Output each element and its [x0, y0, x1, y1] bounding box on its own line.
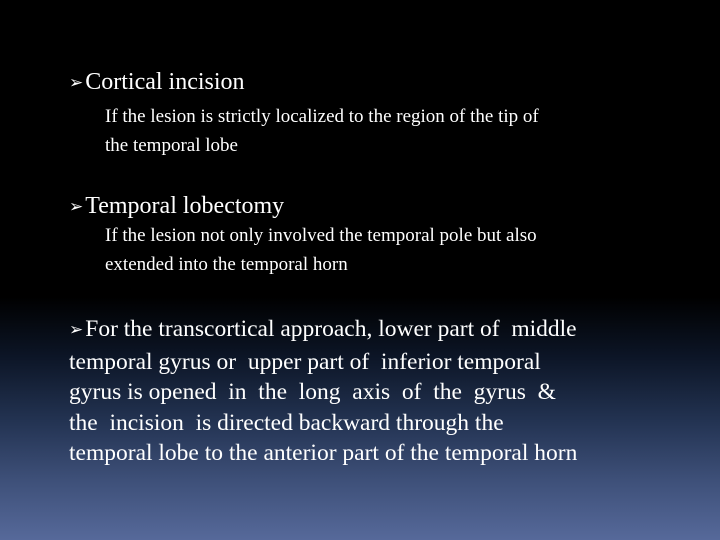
- bullet-detail-line: extended into the temporal horn: [105, 254, 348, 275]
- bullet-detail-line: If the lesion not only involved the temporal pole but also: [105, 225, 537, 246]
- arrow-bullet-icon: ➢: [69, 73, 84, 93]
- approach-text-line: the incision is directed backward through the: [69, 409, 504, 436]
- bullet-heading: Cortical incision: [85, 69, 245, 95]
- arrow-bullet-icon: ➢: [69, 320, 84, 340]
- bullet-detail-line: the temporal lobe: [105, 135, 238, 156]
- bullet-detail: [105, 102, 539, 160]
- approach-text-line: gyrus is opened in the long axis of the gyrus &: [69, 379, 556, 405]
- approach-first-line: [69, 314, 689, 347]
- bullet-cortical-incision: [69, 68, 539, 160]
- bullet-heading: Temporal lobectomy: [85, 193, 285, 219]
- bullet-detail-line: If the lesion is strictly localized to the region of the tip of: [105, 106, 539, 127]
- arrow-bullet-icon: ➢: [69, 197, 84, 217]
- approach-text-line: temporal lobe to the anterior part of the temporal horn: [69, 440, 578, 466]
- bullet-heading-line: [69, 192, 537, 220]
- approach-text-line: For the transcortical approach, lower part of middle: [85, 316, 577, 342]
- bullet-heading-line: [69, 68, 539, 96]
- bullet-detail: [105, 221, 537, 279]
- bullet-transcortical-approach: [69, 314, 689, 469]
- bullet-temporal-lobectomy: [69, 192, 537, 279]
- approach-text-line: temporal gyrus or upper part of inferior temporal: [69, 348, 541, 375]
